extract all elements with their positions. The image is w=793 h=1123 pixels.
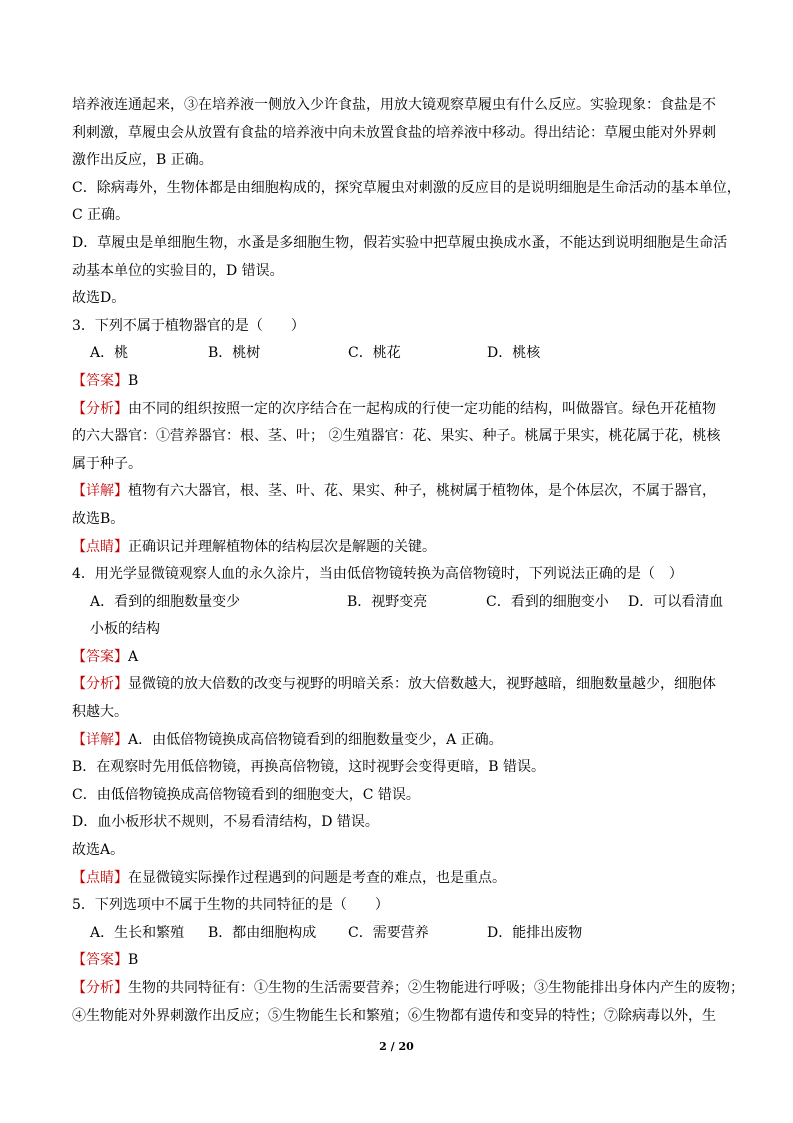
analysis-text: 由不同的组织按照一定的次序结合在一起构成的行使一定功能的结构，叫做器官。绿色开花植物 — [128, 400, 716, 417]
text-line: 故选A。 — [72, 842, 125, 859]
option-d: D．桃核 — [487, 345, 541, 362]
tip-text: 正确识记并理解植物体的结构层次是解题的关键。 — [128, 538, 436, 555]
analysis-text: 生物的共同特征有：①生物的生活需要营养；②生物能进行呼吸；③生物能排出身体内产生的废物； — [128, 980, 744, 996]
option-c: C．桃花 — [348, 345, 401, 362]
tip-tag: 【点睛】 — [72, 869, 128, 886]
answer-value: B — [128, 952, 139, 969]
detail-text: A．由低倍物镜换成高倍物镜看到的细胞数量变少，A 正确。 — [128, 731, 503, 748]
text-line: B．在观察时先用低倍物镜，再换高倍物镜，这时视野会变得更暗，B 错误。 — [72, 759, 546, 776]
option-a: A．桃 — [90, 345, 129, 362]
detail-tag: 【详解】 — [72, 483, 128, 500]
option-d: D．可以看清血 — [628, 593, 724, 610]
text-line: D．草履虫是单细胞生物，水蚤是多细胞生物，假若实验中把草履虫换成水蚤，不能达到说明细胞是生命活 — [72, 234, 728, 251]
text-line: 故选B。 — [72, 510, 125, 527]
option-a: A．生长和繁殖 — [90, 924, 185, 941]
question-5-stem: 5．下列选项中不属于生物的共同特征的是（ ） — [72, 897, 389, 914]
text-line: 激作出反应，B 正确。 — [72, 152, 213, 169]
analysis-tag: 【分析】 — [72, 676, 128, 693]
question-4-options — [72, 589, 728, 617]
tip-line — [72, 865, 728, 893]
answer-line — [72, 368, 728, 396]
analysis-tag: 【分析】 — [72, 980, 128, 996]
answer-tag: 【答案】 — [72, 372, 128, 389]
answer-value: A — [128, 648, 139, 665]
text-line: 属于种子。 — [72, 455, 142, 472]
answer-tag: 【答案】 — [72, 952, 128, 969]
detail-line — [72, 478, 728, 506]
text-line: 积越大。 — [72, 704, 128, 721]
answer-line — [72, 947, 728, 975]
option-a: A．看到的细胞数量变少 — [90, 593, 241, 610]
detail-text: 植物有六大器官，根、茎、叶、花、果实、种子，桃树属于植物体，是个体层次，不属于器官， — [128, 483, 716, 500]
text-line: 故选D。 — [72, 290, 126, 307]
option-b: B．都由细胞构成 — [208, 924, 317, 941]
answer-value: B — [128, 372, 139, 389]
option-b: B．桃树 — [208, 345, 261, 362]
analysis-line — [72, 975, 744, 1003]
detail-tag: 【详解】 — [72, 731, 128, 748]
text-line: C 正确。 — [72, 207, 130, 224]
question-3-stem: 3．下列不属于植物器官的是（ ） — [72, 317, 305, 334]
text-line: D．血小板形状不规则，不易看清结构，D 错误。 — [72, 814, 379, 831]
option-continuation: 小板的结构 — [90, 621, 160, 638]
option-d: D．能排出废物 — [487, 924, 583, 941]
text-line: 的六大器官：①营养器官：根、茎、叶； ②生殖器官：花、果实、种子。桃属于果实，桃花属于花，桃核 — [72, 428, 721, 445]
text-line: 动基本单位的实验目的，D 错误。 — [72, 262, 284, 279]
text-line: ④生物能对外界刺激作出反应；⑤生物能生长和繁殖；⑥生物都有遗传和变异的特性；⑦除病毒以外，生 — [72, 1007, 716, 1024]
detail-line — [72, 727, 728, 755]
answer-line — [72, 644, 728, 672]
option-c: C．需要营养 — [348, 924, 429, 941]
page-number: 2 / 20 — [379, 1040, 414, 1053]
question-4-stem: 4．用光学显微镜观察人血的永久涂片，当由低倍物镜转换为高倍物镜时，下列说法正确的是（ ） — [72, 566, 683, 583]
question-5-options — [72, 920, 728, 948]
option-c: C．看到的细胞变小 — [486, 593, 609, 610]
analysis-tag: 【分析】 — [72, 400, 128, 417]
tip-text: 在显微镜实际操作过程遇到的问题是考查的难点，也是重点。 — [128, 869, 506, 886]
tip-line — [72, 534, 728, 562]
text-line: 利刺激，草履虫会从放置有食盐的培养液中向未放置食盐的培养液中移动。得出结论：草履虫能对外界刺 — [72, 124, 716, 141]
document-page — [72, 92, 744, 1030]
text-line: 培养液连通起来，③在培养液一侧放入少许食盐，用放大镜观察草履虫有什么反应。实验现象：食盐是不 — [72, 97, 716, 113]
question-3-options — [72, 340, 728, 368]
text-line: C．除病毒外，生物体都是由细胞构成的，探究草履虫对刺激的反应目的是说明细胞是生命活动的基本单位， — [72, 179, 741, 196]
option-b: B．视野变亮 — [347, 593, 428, 610]
answer-tag: 【答案】 — [72, 648, 128, 665]
tip-tag: 【点睛】 — [72, 538, 128, 555]
analysis-line — [72, 396, 728, 424]
text-line: C．由低倍物镜换成高倍物镜看到的细胞变大，C 错误。 — [72, 786, 420, 803]
analysis-line — [72, 671, 728, 699]
analysis-text: 显微镜的放大倍数的改变与视野的明暗关系：放大倍数越大，视野越暗，细胞数量越少，细胞体 — [128, 676, 716, 693]
